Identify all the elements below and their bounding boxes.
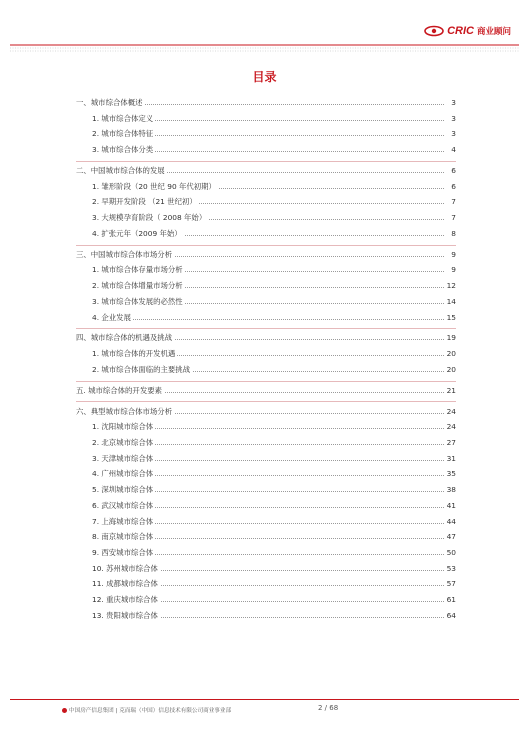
toc-entry-page: 50 <box>446 547 456 557</box>
cric-logo <box>424 25 511 37</box>
toc-subsection-entry[interactable] <box>0 280 529 292</box>
toc-entry-page: 8 <box>451 228 456 238</box>
toc-entry-label: 四、城市综合体的机遇及挑战 <box>76 333 173 343</box>
toc-entry-page: 20 <box>446 349 456 359</box>
section-separator <box>76 328 456 329</box>
toc-entry-page: 24 <box>446 406 456 416</box>
toc-entry-page: 3 <box>451 113 456 123</box>
toc-entry-label: 8. 南京城市综合体 <box>92 532 154 542</box>
toc-entry-label: 一、城市综合体概述 <box>76 98 143 107</box>
toc-subsection-entry[interactable] <box>0 453 529 465</box>
section-separator <box>76 401 456 402</box>
toc-entry-label: 10. 苏州城市综合体 <box>92 563 158 573</box>
footer-bullet-icon <box>62 708 67 713</box>
toc-subsection-entry[interactable] <box>0 437 529 449</box>
footer-text: 中国房产信息集团 | 克而瑞（中国）信息技术有限公司商业事业部 <box>69 708 232 714</box>
toc-entry-label: 6. 武汉城市综合体 <box>92 500 154 510</box>
toc-entry-label: 1. 城市综合体定义 <box>92 113 154 123</box>
toc-entry-page: 7 <box>451 213 456 223</box>
toc-entry-page: 20 <box>446 364 456 374</box>
toc-entry-page: 3 <box>451 98 456 107</box>
logo-text: CRIC <box>447 25 474 37</box>
toc-entry-label: 二、中国城市综合体的发展 <box>76 166 165 175</box>
toc-entry-page: 3 <box>451 129 456 139</box>
toc-subsection-entry[interactable] <box>0 144 529 156</box>
toc-subsection-entry[interactable] <box>0 563 529 575</box>
toc-entry-page: 64 <box>446 610 456 620</box>
toc-entry-page: 31 <box>446 453 456 463</box>
toc-subsection-entry[interactable] <box>0 547 529 559</box>
toc-subsection-entry[interactable] <box>0 212 529 224</box>
toc-subsection-entry[interactable] <box>0 364 529 376</box>
toc-subsection-entry[interactable] <box>0 531 529 543</box>
toc-entry-page: 9 <box>451 265 456 275</box>
toc-entry-page: 53 <box>446 563 456 573</box>
toc-entry-label: 3. 城市综合体发展的必然性 <box>92 296 183 306</box>
toc-entry-label: 2. 城市综合体特征 <box>92 129 154 139</box>
toc-entry-page: 44 <box>446 516 456 526</box>
section-separator <box>76 161 456 162</box>
toc-subsection-entry[interactable] <box>0 196 529 208</box>
toc-entry-page: 12 <box>446 281 456 291</box>
toc-entry-label: 3. 大规模孕育阶段（ 2008 年始） <box>92 213 207 223</box>
toc-subsection-entry[interactable] <box>0 228 529 240</box>
toc-entry-label: 3. 城市综合体分类 <box>92 145 154 155</box>
toc-entry-page: 47 <box>446 532 456 542</box>
footer-rule <box>10 699 519 700</box>
toc-entry-page: 24 <box>446 422 456 432</box>
toc-entry-page: 35 <box>446 469 456 479</box>
toc-entry-label: 4. 企业发展 <box>92 312 131 322</box>
toc-entry-label: 1. 城市综合体的开发机遇 <box>92 349 176 359</box>
toc-section-entry[interactable] <box>0 97 529 109</box>
section-separator <box>76 381 456 382</box>
toc-entry-label: 1. 雏形阶段（20 世纪 90 年代初期） <box>92 181 216 191</box>
toc-entry-label: 13. 贵阳城市综合体 <box>92 610 158 620</box>
toc-entry-label: 5. 深圳城市综合体 <box>92 485 154 495</box>
toc-subsection-entry[interactable] <box>0 594 529 606</box>
toc-subsection-entry[interactable] <box>0 500 529 512</box>
section-separator <box>76 245 456 246</box>
toc-section-entry[interactable] <box>0 165 529 177</box>
toc-section-entry[interactable] <box>0 406 529 418</box>
toc-subsection-entry[interactable] <box>0 610 529 622</box>
logo-subtitle: 商业顾问 <box>476 27 511 37</box>
footer <box>62 706 231 714</box>
toc-entry-page: 15 <box>446 312 456 322</box>
toc-subsection-entry[interactable] <box>0 296 529 308</box>
toc-entry-label: 12. 重庆城市综合体 <box>92 595 158 604</box>
page-indicator: 2 / 68 <box>318 704 339 712</box>
toc-section-entry[interactable] <box>0 249 529 261</box>
toc-subsection-entry[interactable] <box>0 128 529 140</box>
toc-entry-label: 1. 城市综合体存量市场分析 <box>92 265 183 275</box>
toc-subsection-entry[interactable] <box>0 264 529 276</box>
toc-entry-page: 27 <box>446 438 456 447</box>
toc-entry-label: 7. 上海城市综合体 <box>92 516 154 526</box>
toc-entry-page: 6 <box>451 166 456 175</box>
toc-entry-page: 57 <box>446 579 456 589</box>
toc-entry-page: 41 <box>446 500 456 510</box>
toc-entry-label: 2. 早期开发阶段 （21 世纪初） <box>92 197 197 207</box>
toc-section-entry[interactable] <box>0 332 529 344</box>
toc-section-entry[interactable] <box>0 385 529 397</box>
toc-entry-page: 9 <box>451 249 456 259</box>
toc-subsection-entry[interactable] <box>0 516 529 528</box>
toc-entry-label: 六、典型城市综合体市场分析 <box>76 406 173 416</box>
toc-entry-page: 4 <box>451 145 456 155</box>
toc-entry-label: 4. 扩张元年（2009 年始） <box>92 228 182 238</box>
toc-subsection-entry[interactable] <box>0 113 529 125</box>
toc-entry-label: 2. 城市综合体面临的主要挑战 <box>92 364 191 374</box>
page-header <box>0 0 529 66</box>
cric-eye-icon <box>424 25 444 37</box>
toc-subsection-entry[interactable] <box>0 348 529 360</box>
toc-entry-page: 14 <box>446 296 456 306</box>
toc-subsection-entry[interactable] <box>0 181 529 193</box>
toc-subsection-entry[interactable] <box>0 578 529 590</box>
toc-subsection-entry[interactable] <box>0 312 529 324</box>
toc-entry-label: 9. 西安城市综合体 <box>92 547 154 557</box>
toc-entry-page: 19 <box>446 333 456 343</box>
page-title: 目录 <box>252 70 277 84</box>
toc-entry-page: 7 <box>451 197 456 207</box>
toc-entry-page: 6 <box>451 181 456 191</box>
toc-entry-page: 38 <box>446 485 456 495</box>
toc-entry-label: 五. 城市综合体的开发要素 <box>76 385 162 395</box>
toc-entry-label: 4. 广州城市综合体 <box>92 469 154 479</box>
toc-entry-label: 1. 沈阳城市综合体 <box>92 422 154 432</box>
toc-dot-leader <box>92 319 444 320</box>
toc-entry-label: 2. 北京城市综合体 <box>92 438 154 447</box>
toc-entry-label: 11. 成都城市综合体 <box>92 579 158 589</box>
header-rule <box>10 44 519 54</box>
toc-entry-label: 2. 城市综合体增量市场分析 <box>92 281 183 291</box>
toc-entry-page: 61 <box>446 595 456 604</box>
toc-subsection-entry[interactable] <box>0 484 529 496</box>
toc-subsection-entry[interactable] <box>0 468 529 480</box>
toc-entry-page: 21 <box>446 385 456 395</box>
toc-subsection-entry[interactable] <box>0 421 529 433</box>
toc-entry-label: 3. 天津城市综合体 <box>92 453 154 463</box>
toc-entry-label: 三、中国城市综合体市场分析 <box>76 249 173 259</box>
